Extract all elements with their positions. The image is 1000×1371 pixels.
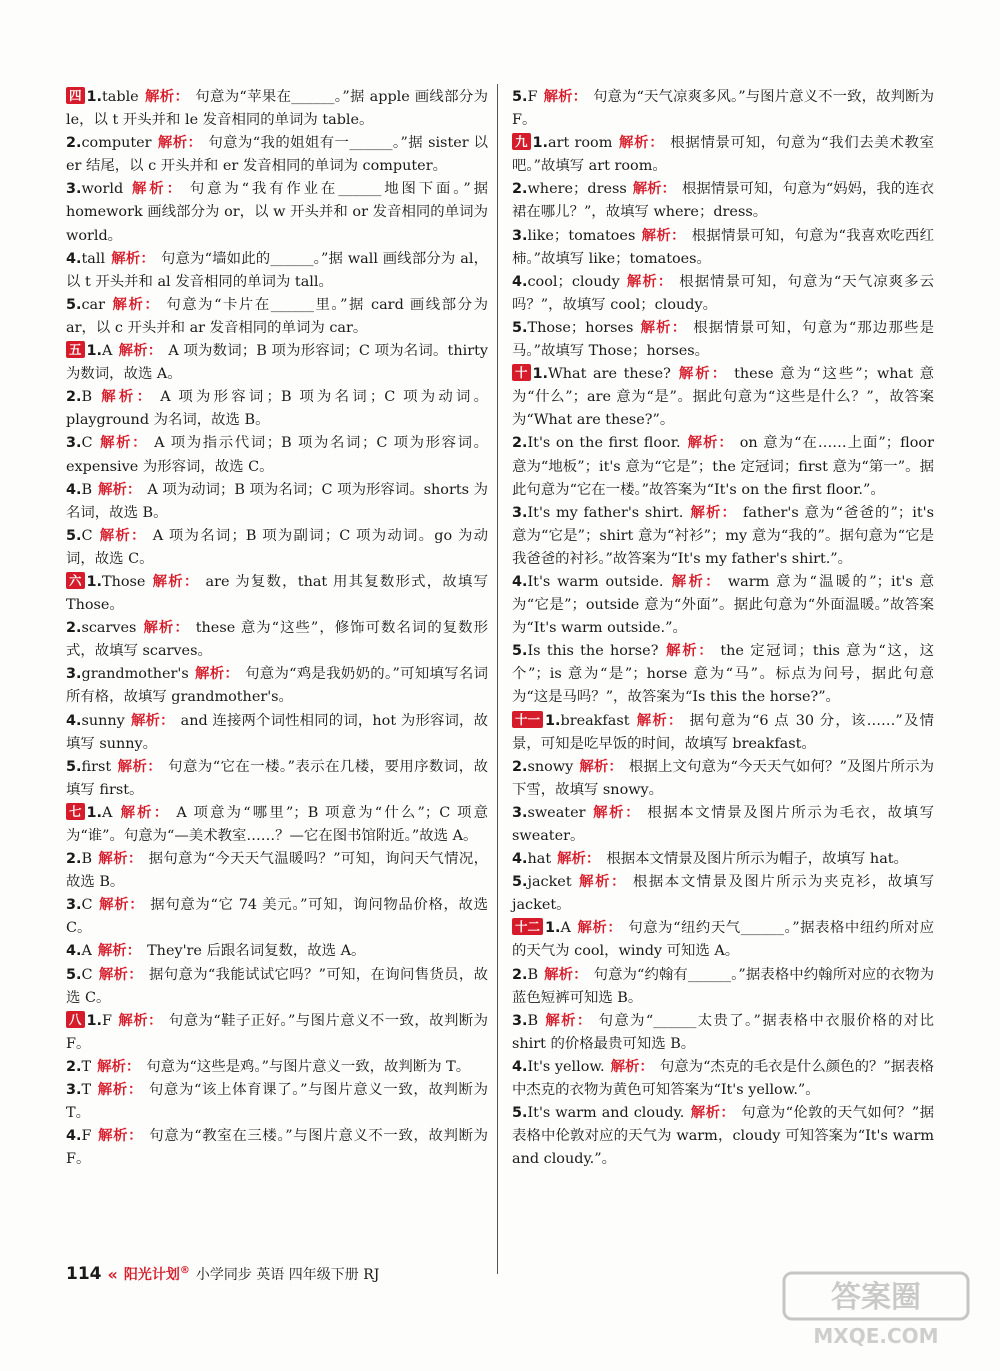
- analysis-text: A 项为形容词；B 项为名词；C 项为动词。playground 为名词，故选 B。: [66, 389, 488, 429]
- answer-item: [66, 294, 488, 340]
- item-number: 5.: [512, 874, 528, 891]
- item-number: 3.: [512, 504, 528, 521]
- answer-item: [66, 964, 488, 1010]
- answer-item: [512, 225, 934, 271]
- item-answer: breakfast: [560, 712, 630, 729]
- item-answer: T: [81, 1058, 92, 1075]
- analysis-text: 根据情景可知，句意为“我们去美术教室吧。”故填写 art room。: [512, 135, 934, 175]
- brand-name: 阳光计划®: [123, 1265, 190, 1283]
- analysis-text: 据句意为“今天天气温暖吗？”可知，询问天气情况，故选 B。: [66, 851, 488, 891]
- item-number: 1.: [86, 573, 102, 590]
- item-number: 2.: [512, 181, 528, 198]
- item-answer: jacket: [527, 874, 572, 891]
- item-number: 4.: [66, 481, 82, 498]
- item-answer: Those；horses: [527, 319, 634, 336]
- item-number: 3.: [66, 897, 82, 914]
- section-badge: 五: [66, 341, 85, 358]
- item-answer: sweater: [527, 804, 586, 821]
- item-answer: A: [560, 920, 571, 937]
- answer-item: [66, 663, 488, 709]
- answer-item: [512, 710, 934, 756]
- analysis-text: 根据本文情景及图片所示为毛衣，故填写 sweater。: [512, 804, 934, 844]
- analysis-text: 句意为“这些是鸡。”与图片意义一致，故判断为 T。: [146, 1058, 471, 1075]
- analysis-label: 解析：: [641, 227, 686, 244]
- analysis-label: 解析：: [579, 758, 623, 775]
- item-number: 2.: [512, 758, 528, 775]
- analysis-label: 解析：: [111, 250, 155, 267]
- analysis-label: 解析：: [97, 1058, 141, 1075]
- analysis-label: 解析：: [129, 181, 184, 198]
- analysis-text: 句意为“苹果在______。”据 apple 画线部分为 le，以 t 开头并和 le 发音相同的单词为 table。: [66, 89, 488, 129]
- analysis-text: 句意为“卡片在______里。”据 card 画线部分为 ar，以 c 开头并和 ar 发音相同的单词为 car。: [66, 296, 488, 336]
- item-answer: F: [81, 1128, 92, 1145]
- analysis-label: 解析：: [111, 296, 161, 313]
- item-number: 3.: [66, 435, 82, 452]
- item-number: 3.: [66, 1082, 82, 1099]
- item-number: 1.: [545, 920, 561, 937]
- answer-item: [66, 617, 488, 663]
- answer-item: [66, 479, 488, 525]
- analysis-label: 解析：: [157, 135, 203, 152]
- answer-item: [512, 571, 934, 640]
- item-answer: where；dress: [527, 181, 627, 198]
- item-answer: It's warm and cloudy.: [527, 1105, 685, 1122]
- item-number: 5.: [66, 527, 82, 544]
- item-number: 2.: [66, 1058, 82, 1075]
- item-answer: A: [102, 804, 113, 821]
- answer-item: [512, 432, 934, 501]
- item-answer: C: [81, 435, 93, 452]
- analysis-label: 解析：: [98, 897, 145, 914]
- answer-item: [66, 178, 488, 247]
- item-number: 3.: [66, 666, 82, 683]
- answer-item: [512, 86, 934, 132]
- item-number: 5.: [512, 319, 528, 336]
- analysis-label: 解析：: [632, 181, 676, 198]
- analysis-text: 句意为“该上体育课了。”与图片意义一致，故判断为 T。: [66, 1082, 488, 1122]
- item-answer: B: [527, 966, 539, 983]
- item-number: 2.: [512, 435, 528, 452]
- item-answer: Those: [102, 573, 146, 590]
- item-answer: car: [81, 296, 106, 313]
- item-number: 4.: [512, 273, 528, 290]
- answer-item: [512, 1056, 934, 1102]
- page-number: 114: [66, 1264, 102, 1284]
- analysis-text: these 意为“这些”；what 意为“什么”；are 意为“是”。据此句意为“这些是什么？”，故答案为“What are these?”。: [512, 366, 934, 429]
- analysis-label: 解析：: [117, 758, 163, 775]
- analysis-text: 根据上文句意为“今天天气如何？”及图片所示为下雪，故填写 snowy。: [512, 758, 934, 798]
- answer-item: [512, 502, 934, 571]
- item-answer: What are these?: [548, 366, 671, 383]
- item-answer: computer: [81, 135, 152, 152]
- analysis-text: 句意为“鞋子正好。”与图片意义不一致，故判断为 F。: [66, 1012, 488, 1052]
- analysis-text: and 连接两个词性相同的词，hot 为形容词，故填写 sunny。: [66, 712, 488, 752]
- analysis-label: 解析：: [97, 1082, 143, 1099]
- item-answer: It's yellow.: [527, 1058, 605, 1075]
- analysis-text: are 为复数，that 用其复数形式，故填写 Those。: [66, 573, 488, 614]
- analysis-text: these 意为“这些”，修饰可数名词的复数形式，故填写 scarves。: [66, 620, 488, 660]
- analysis-label: 解析：: [689, 504, 738, 521]
- answer-item: [512, 1010, 934, 1056]
- item-answer: B: [527, 1012, 539, 1029]
- item-number: 4.: [66, 943, 82, 960]
- book-subtitle: 小学同步 英语 四年级下册 RJ: [195, 1267, 380, 1283]
- item-answer: F: [102, 1012, 112, 1029]
- svg-text:答案圈: 答案圈: [831, 1280, 921, 1315]
- item-answer: like；tomatoes: [527, 227, 636, 244]
- analysis-text: They're 后跟名词复数，故选 A。: [147, 943, 366, 960]
- section-badge: 十一: [512, 711, 543, 728]
- item-answer: F: [527, 89, 538, 105]
- analysis-text: 据句意为“它 74 美元。”可知，询问物品价格，故选 C。: [66, 897, 488, 937]
- section-badge: 十二: [512, 918, 543, 935]
- item-answer: hat: [527, 851, 552, 868]
- item-number: 2.: [66, 851, 82, 868]
- item-number: 5.: [512, 1105, 528, 1122]
- analysis-text: 根据本文情景及图片所示为帽子，故填写 hat。: [606, 851, 908, 868]
- answer-item: [66, 432, 488, 478]
- item-number: 5.: [66, 966, 82, 983]
- item-answer: C: [81, 897, 93, 914]
- column-divider: [497, 84, 498, 1274]
- analysis-text: 句意为“纽约天气______。”据表格中纽约所对应的天气为 cool，windy 可知选 A。: [512, 920, 934, 960]
- answer-item: [66, 132, 488, 178]
- analysis-label: 解析：: [544, 966, 588, 983]
- item-number: 2.: [66, 620, 82, 637]
- analysis-text: the 定冠词；this 意为“这，这个”；is 意为“是”；horse 意为“马”。标点为问号，据此句意为“这是马吗？”，故答案为“Is this the horse?”。: [512, 643, 934, 706]
- analysis-text: father's 意为“爸爸的”；it's 意为“它是”；shirt 意为“衬衫”；my 意为“我的”。据句意为“它是我爸爸的衬衫。”故答案为“It's my father's shirt.”。: [512, 504, 934, 567]
- analysis-text: A 项意为“哪里”；B 项意为“什么”；C 项意为“谁”。句意为“—美术教室……？—它在图书馆附近。”故选 A。: [66, 804, 488, 844]
- item-answer: snowy: [527, 758, 574, 775]
- item-number: 1.: [86, 1012, 102, 1029]
- item-answer: It's warm outside.: [527, 573, 664, 590]
- item-answer: It's on the first floor.: [527, 435, 681, 452]
- item-number: 1.: [532, 135, 548, 152]
- item-number: 5.: [512, 89, 528, 105]
- answer-column-right: [512, 86, 934, 1171]
- analysis-label: 解析：: [543, 89, 588, 105]
- answer-item: [66, 525, 488, 571]
- item-answer: C: [81, 527, 93, 544]
- item-number: 3.: [66, 181, 82, 198]
- analysis-text: 句意为“______太贵了。”据表格中衣服价格的对比 shirt 的价格最贵可知选 B。: [512, 1012, 934, 1052]
- analysis-label: 解析：: [144, 89, 190, 105]
- answer-item: [66, 248, 488, 294]
- answer-item: [512, 271, 934, 317]
- item-number: 1.: [86, 343, 102, 360]
- item-answer: scarves: [81, 620, 137, 637]
- answer-item: [66, 86, 488, 132]
- item-number: 4.: [66, 250, 82, 267]
- answer-item: [512, 756, 934, 802]
- item-number: 2.: [512, 966, 528, 983]
- item-number: 3.: [512, 804, 528, 821]
- answer-item: [66, 756, 488, 802]
- analysis-label: 解析：: [98, 527, 147, 544]
- analysis-text: 句意为“天气凉爽多风。”与图片意义不一致，故判断为 F。: [512, 89, 934, 129]
- answer-item: [512, 640, 934, 709]
- analysis-label: 解析：: [97, 943, 142, 960]
- item-answer: B: [81, 851, 93, 868]
- section-badge: 八: [66, 1011, 85, 1028]
- answer-item: [66, 1056, 488, 1079]
- item-number: 3.: [512, 1012, 528, 1029]
- item-answer: grandmother's: [81, 666, 189, 683]
- item-answer: tall: [81, 250, 106, 267]
- analysis-text: 根据情景可知，句意为“我喜欢吃西红柿。”故填写 like；tomatoes。: [512, 227, 934, 267]
- answer-item: [512, 178, 934, 224]
- analysis-text: 句意为“鸡是我奶奶的。”可知填写名词所有格，故填写 grandmother's。: [66, 666, 488, 706]
- item-number: 4.: [512, 573, 528, 590]
- analysis-label: 解析：: [118, 343, 163, 360]
- analysis-label: 解析：: [151, 573, 200, 590]
- analysis-label: 解析：: [610, 1058, 654, 1075]
- answer-item: [66, 1010, 488, 1056]
- analysis-text: 句意为“我的姐姐有一______。”据 sister 以 er 结尾，以 c 开头并和 er 发音相同的单词为 computer。: [66, 135, 488, 175]
- item-number: 1.: [86, 804, 102, 821]
- item-number: 5.: [512, 643, 528, 660]
- item-number: 5.: [66, 758, 82, 775]
- item-answer: art room: [548, 135, 613, 152]
- answer-item: [66, 1125, 488, 1171]
- item-number: 3.: [512, 227, 528, 244]
- analysis-label: 解析：: [669, 573, 722, 590]
- section-badge: 六: [66, 572, 85, 589]
- item-answer: sunny: [81, 712, 125, 729]
- item-number: 2.: [66, 135, 82, 152]
- item-answer: world: [81, 181, 124, 198]
- answer-column-left: [66, 86, 488, 1171]
- answer-item: [66, 940, 488, 963]
- item-answer: A: [102, 343, 113, 360]
- item-answer: cool；cloudy: [527, 273, 620, 290]
- answer-item: [512, 964, 934, 1010]
- item-answer: table: [102, 89, 139, 105]
- analysis-label: 解析：: [618, 135, 665, 152]
- analysis-text: 句意为“教室在三楼。”与图片意义不一致，故判断为 F。: [66, 1128, 488, 1168]
- analysis-text: 句意为“墙如此的______。”据 wall 画线部分为 al，以 t 开头并和 al 发音相同的单词为 tall。: [66, 250, 488, 290]
- analysis-label: 解析：: [98, 389, 155, 406]
- analysis-text: 句意为“它在一楼。”表示在几楼，要用序数词，故填写 first。: [66, 758, 488, 798]
- analysis-label: 解析：: [625, 273, 674, 290]
- item-answer: A: [81, 943, 92, 960]
- item-answer: It's my father's shirt.: [527, 504, 684, 521]
- analysis-label: 解析：: [194, 666, 240, 683]
- double-chevron-left-icon: «: [107, 1264, 118, 1284]
- watermark-logo: [776, 1269, 976, 1349]
- analysis-label: 解析：: [690, 1105, 736, 1122]
- analysis-label: 解析：: [664, 643, 715, 660]
- analysis-label: 解析：: [676, 366, 729, 383]
- answer-item: [66, 802, 488, 848]
- analysis-text: 根据情景可知，句意为“妈妈，我的连衣裙在哪儿？”，故填写 where；dress。: [512, 181, 934, 221]
- item-number: 4.: [512, 1058, 528, 1075]
- item-number: 2.: [66, 389, 82, 406]
- item-answer: first: [81, 758, 112, 775]
- analysis-text: 句意为“杰克的毛衣是什么颜色的？”据表格中杰克的衣物为黄色可知答案为“It's yellow.”。: [512, 1058, 934, 1099]
- item-answer: T: [81, 1082, 92, 1099]
- analysis-label: 解析：: [544, 1012, 593, 1029]
- analysis-text: 根据情景可知，句意为“那边那些是马。”故填写 Those；horses。: [512, 319, 934, 360]
- analysis-label: 解析：: [98, 481, 142, 498]
- answer-item: [512, 132, 934, 178]
- analysis-text: 句意为“伦敦的天气如何？”据表格中伦敦对应的天气为 warm，cloudy 可知答案为“It's warm and cloudy.”。: [512, 1105, 934, 1168]
- item-number: 1.: [532, 366, 548, 383]
- analysis-label: 解析：: [130, 712, 175, 729]
- section-badge: 四: [66, 87, 85, 104]
- analysis-label: 解析：: [118, 1012, 163, 1029]
- analysis-label: 解析：: [142, 620, 190, 637]
- analysis-text: 句意为“约翰有______。”据表格中约翰所对应的衣物为蓝色短裤可知选 B。: [512, 966, 934, 1006]
- analysis-label: 解析：: [635, 712, 684, 729]
- item-answer: B: [81, 481, 93, 498]
- answer-item: [512, 917, 934, 963]
- analysis-label: 解析：: [98, 435, 149, 452]
- answer-item: [512, 802, 934, 848]
- analysis-label: 解析：: [98, 966, 144, 983]
- answer-item: [512, 1102, 934, 1171]
- analysis-text: 据句意为“6 点 30 分，该……”及情景，可知是吃早饭的时间，故填写 breakfast。: [512, 712, 934, 752]
- answer-item: [512, 848, 934, 871]
- answer-item: [66, 1079, 488, 1125]
- analysis-text: 句意为“我有作业在______地图下面。”据 homework 画线部分为 or，以 w 开头并和 or 发音相同的单词为 world。: [66, 181, 488, 244]
- answer-item: [512, 363, 934, 432]
- analysis-text: A 项为动词；B 项为名词；C 项为形容词。shorts 为名词，故选 B。: [66, 481, 488, 521]
- item-number: 1.: [545, 712, 561, 729]
- answer-item: [66, 571, 488, 617]
- answer-item: [66, 386, 488, 432]
- analysis-label: 解析：: [577, 874, 627, 891]
- analysis-label: 解析：: [118, 804, 171, 821]
- analysis-text: warm 意为“温暖的”；it's 意为“它是”；outside 意为“外面”。据此句意为“外面温暖。”故答案为“It's warm outside.”。: [512, 573, 934, 637]
- page-footer: [66, 1262, 379, 1286]
- analysis-text: 据句意为“我能试试它吗？”可知，在询问售货员，故选 C。: [66, 966, 488, 1006]
- analysis-label: 解析：: [98, 851, 143, 868]
- item-number: 4.: [512, 851, 528, 868]
- item-number: 4.: [66, 712, 82, 729]
- answer-item: [66, 710, 488, 756]
- answer-item: [512, 317, 934, 363]
- analysis-label: 解析：: [591, 804, 642, 821]
- analysis-text: 根据本文情景及图片所示为夹克衫，故填写 jacket。: [512, 874, 934, 914]
- analysis-label: 解析：: [686, 435, 734, 452]
- analysis-label: 解析：: [557, 851, 601, 868]
- analysis-text: 根据情景可知，句意为“天气凉爽多云吗？”，故填写 cool；cloudy。: [512, 273, 934, 313]
- answer-item: [66, 848, 488, 894]
- svg-text:MXQE.COM: MXQE.COM: [813, 1324, 939, 1348]
- section-badge: 七: [66, 803, 85, 820]
- item-number: 1.: [86, 89, 102, 105]
- analysis-text: A 项为数词；B 项为形容词；C 项为名词。thirty 为数词，故选 A。: [66, 343, 488, 383]
- analysis-label: 解析：: [97, 1128, 144, 1145]
- analysis-text: A 项为名词；B 项为副词；C 项为动词。go 为动词，故选 C。: [66, 527, 488, 567]
- analysis-label: 解析：: [576, 920, 623, 937]
- analysis-text: A 项为指示代词；B 项为名词；C 项为形容词。expensive 为形容词，故选 C。: [66, 435, 488, 475]
- analysis-label: 解析：: [639, 319, 688, 336]
- answer-item: [66, 894, 488, 940]
- item-answer: B: [81, 389, 93, 406]
- item-answer: C: [81, 966, 93, 983]
- section-badge: 十: [512, 364, 531, 381]
- item-number: 5.: [66, 296, 82, 313]
- item-number: 4.: [66, 1128, 82, 1145]
- section-badge: 九: [512, 133, 531, 150]
- item-answer: Is this the horse?: [527, 643, 659, 660]
- analysis-text: on 意为“在……上面”；floor 意为“地板”；it's 意为“它是”；the 定冠词；first 意为“第一”。据此句意为“它在一楼。”故答案为“It's on the first floor.”。: [512, 435, 934, 498]
- answer-item: [512, 871, 934, 917]
- answer-item: [66, 340, 488, 386]
